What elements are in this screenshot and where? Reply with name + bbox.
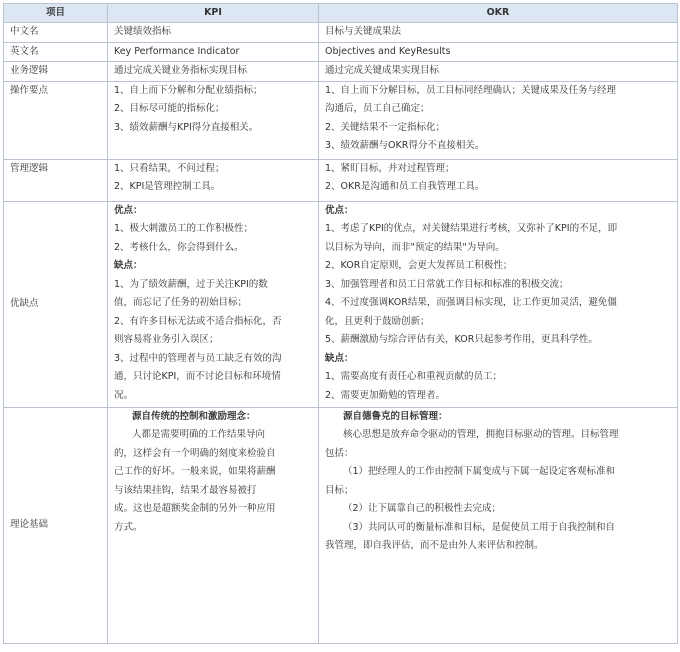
row-label: 中文名 <box>4 23 108 43</box>
cell-line: 包括： <box>325 447 354 459</box>
cell-line: 通，只讨论KPI，而不讨论目标和环境情 <box>114 371 281 382</box>
cell-line: 目标与关键成果法 <box>325 26 402 37</box>
cell-line: 通过完成关键成果实现目标 <box>325 65 440 76</box>
okr-cell <box>319 407 678 643</box>
cell-line: 化，且更利于鼓励创新； <box>325 315 430 327</box>
cell-line: 己工作的好坏。一般来说，如果将薪酬 <box>114 466 276 477</box>
cell-line: 目标； <box>325 484 354 496</box>
row-english-name <box>4 42 678 62</box>
row-label: 管理逻辑 <box>4 159 108 201</box>
cell-line: Key Performance Indicator <box>114 45 240 57</box>
cell-line: 3、过程中的管理者与员工缺乏有效的沟 <box>114 352 282 364</box>
cell-line: 1、自上而下分解和分配业绩指标； <box>114 84 263 96</box>
theory-heading: 源自传统的控制和激励理念： <box>132 410 256 422</box>
cell-line: 1、自上而下分解目标，员工目标同经理确认；关键成果及任务与经理 <box>325 84 617 96</box>
pros-heading: 优点： <box>114 204 143 216</box>
cell-line: 1、只看结果，不问过程； <box>114 162 225 174</box>
header-item: 项目 <box>4 4 108 23</box>
kpi-cell <box>108 23 319 43</box>
kpi-cell <box>108 62 319 82</box>
okr-cell <box>319 159 678 201</box>
okr-cell <box>319 42 678 62</box>
cell-line: 3、绩效薪酬与OKR得分不直接相关。 <box>325 140 485 151</box>
cons-heading: 缺点： <box>325 352 354 364</box>
cell-line: 1、极大刺激员工的工作积极性； <box>114 223 254 234</box>
row-label: 业务逻辑 <box>4 62 108 82</box>
cell-line: 我管理，即自我评估，而不是由外人来评估和控制。 <box>325 540 544 551</box>
cell-line: （1）把经理人的工作由控制下属变成与下属一起设定客观标准和 <box>343 466 616 477</box>
cell-line: 2、KPI是管理控制工具。 <box>114 181 221 192</box>
cell-line: 方式。 <box>114 521 143 533</box>
cell-line: 4、不过度强调KOR结果，而强调目标实现，让工作更加灵活，避免僵 <box>325 297 617 308</box>
row-business-logic <box>4 62 678 82</box>
row-label: 理论基础 <box>4 407 108 643</box>
row-pros-cons <box>4 201 678 407</box>
cell-line: 值，而忘记了任务的初始目标； <box>114 297 248 308</box>
cons-heading: 缺点： <box>114 260 143 271</box>
cell-line: 3、加强管理者和员工日常就工作目标和标准的积极交流； <box>325 278 569 290</box>
kpi-cell <box>108 81 319 159</box>
cell-line: 1、需要高度有责任心和重视贡献的员工； <box>325 371 503 382</box>
cell-line: 1、紧盯目标，并对过程管理； <box>325 162 455 174</box>
pros-heading: 优点： <box>325 204 354 216</box>
cell-line: 核心思想是放弃命令驱动的管理，拥抱目标驱动的管理。目标管理 <box>343 429 619 440</box>
cell-line: 2、目标尽可能的指标化； <box>114 103 225 114</box>
kpi-cell <box>108 407 319 643</box>
cell-line: 人都是需要明确的工作结果导向 <box>132 429 266 440</box>
row-management-logic <box>4 159 678 201</box>
comparison-table <box>3 3 678 644</box>
cell-line: 与该结果挂钩，结果才最容易被打 <box>114 484 257 496</box>
header-kpi: KPI <box>108 4 319 23</box>
cell-line: 2、关键结果不一定指标化； <box>325 121 446 133</box>
cell-line: 2、OKR是沟通和员工自我管理工具。 <box>325 181 485 192</box>
cell-line: 以目标为导向，而非"预定的结果"为导向。 <box>325 241 505 253</box>
row-theory-basis <box>4 407 678 643</box>
cell-line: 3、绩效薪酬与KPI得分直接相关。 <box>114 121 259 133</box>
cell-line: 2、KOR自定原则，会更大发挥员工积极性； <box>325 260 513 271</box>
cell-line: （2）让下属靠自己的积极性去完成； <box>343 503 502 514</box>
header-okr: OKR <box>319 4 678 23</box>
okr-cell <box>319 201 678 407</box>
cell-line: 沟通后，员工自己确定； <box>325 103 430 114</box>
cell-line: 2、有许多目标无法或不适合指标化，否 <box>114 315 282 327</box>
header-row <box>4 4 678 23</box>
row-chinese-name <box>4 23 678 43</box>
kpi-cell <box>108 201 319 407</box>
cell-line: 况。 <box>114 389 134 401</box>
row-label: 英文名 <box>4 42 108 62</box>
cell-line: 的，这样会有一个明确的刻度来检验自 <box>114 447 276 459</box>
theory-heading: 源自德鲁克的目标管理： <box>343 410 448 422</box>
cell-line: （3）共同认可的衡量标准和目标，是促使员工用于自我控制和自 <box>343 521 616 533</box>
cell-line: 成。这也是超额奖金制的另外一种应用 <box>114 503 276 514</box>
cell-line: 2、考核什么，你会得到什么。 <box>114 241 244 253</box>
kpi-cell <box>108 159 319 201</box>
kpi-cell <box>108 42 319 62</box>
cell-line: 则容易将业务引入误区； <box>114 334 219 345</box>
okr-cell <box>319 81 678 159</box>
cell-line: 2、需要更加勤勉的管理者。 <box>325 389 446 401</box>
row-label: 优缺点 <box>4 201 108 407</box>
cell-line: 1、为了绩效薪酬，过于关注KPI的数 <box>114 278 268 290</box>
okr-cell <box>319 62 678 82</box>
row-label: 操作要点 <box>4 81 108 159</box>
cell-line: 通过完成关键业务指标实现目标 <box>114 65 248 76</box>
okr-cell <box>319 23 678 43</box>
cell-line: 关键绩效指标 <box>114 26 172 37</box>
cell-line: Objectives and KeyResults <box>325 45 451 57</box>
cell-line: 5、薪酬激励与综合评估有关，KOR只起参考作用，更具科学性。 <box>325 334 598 345</box>
row-operation-points <box>4 81 678 159</box>
cell-line: 1、考虑了KPI的优点，对关键结果进行考核，又弥补了KPI的不足，即 <box>325 223 618 234</box>
